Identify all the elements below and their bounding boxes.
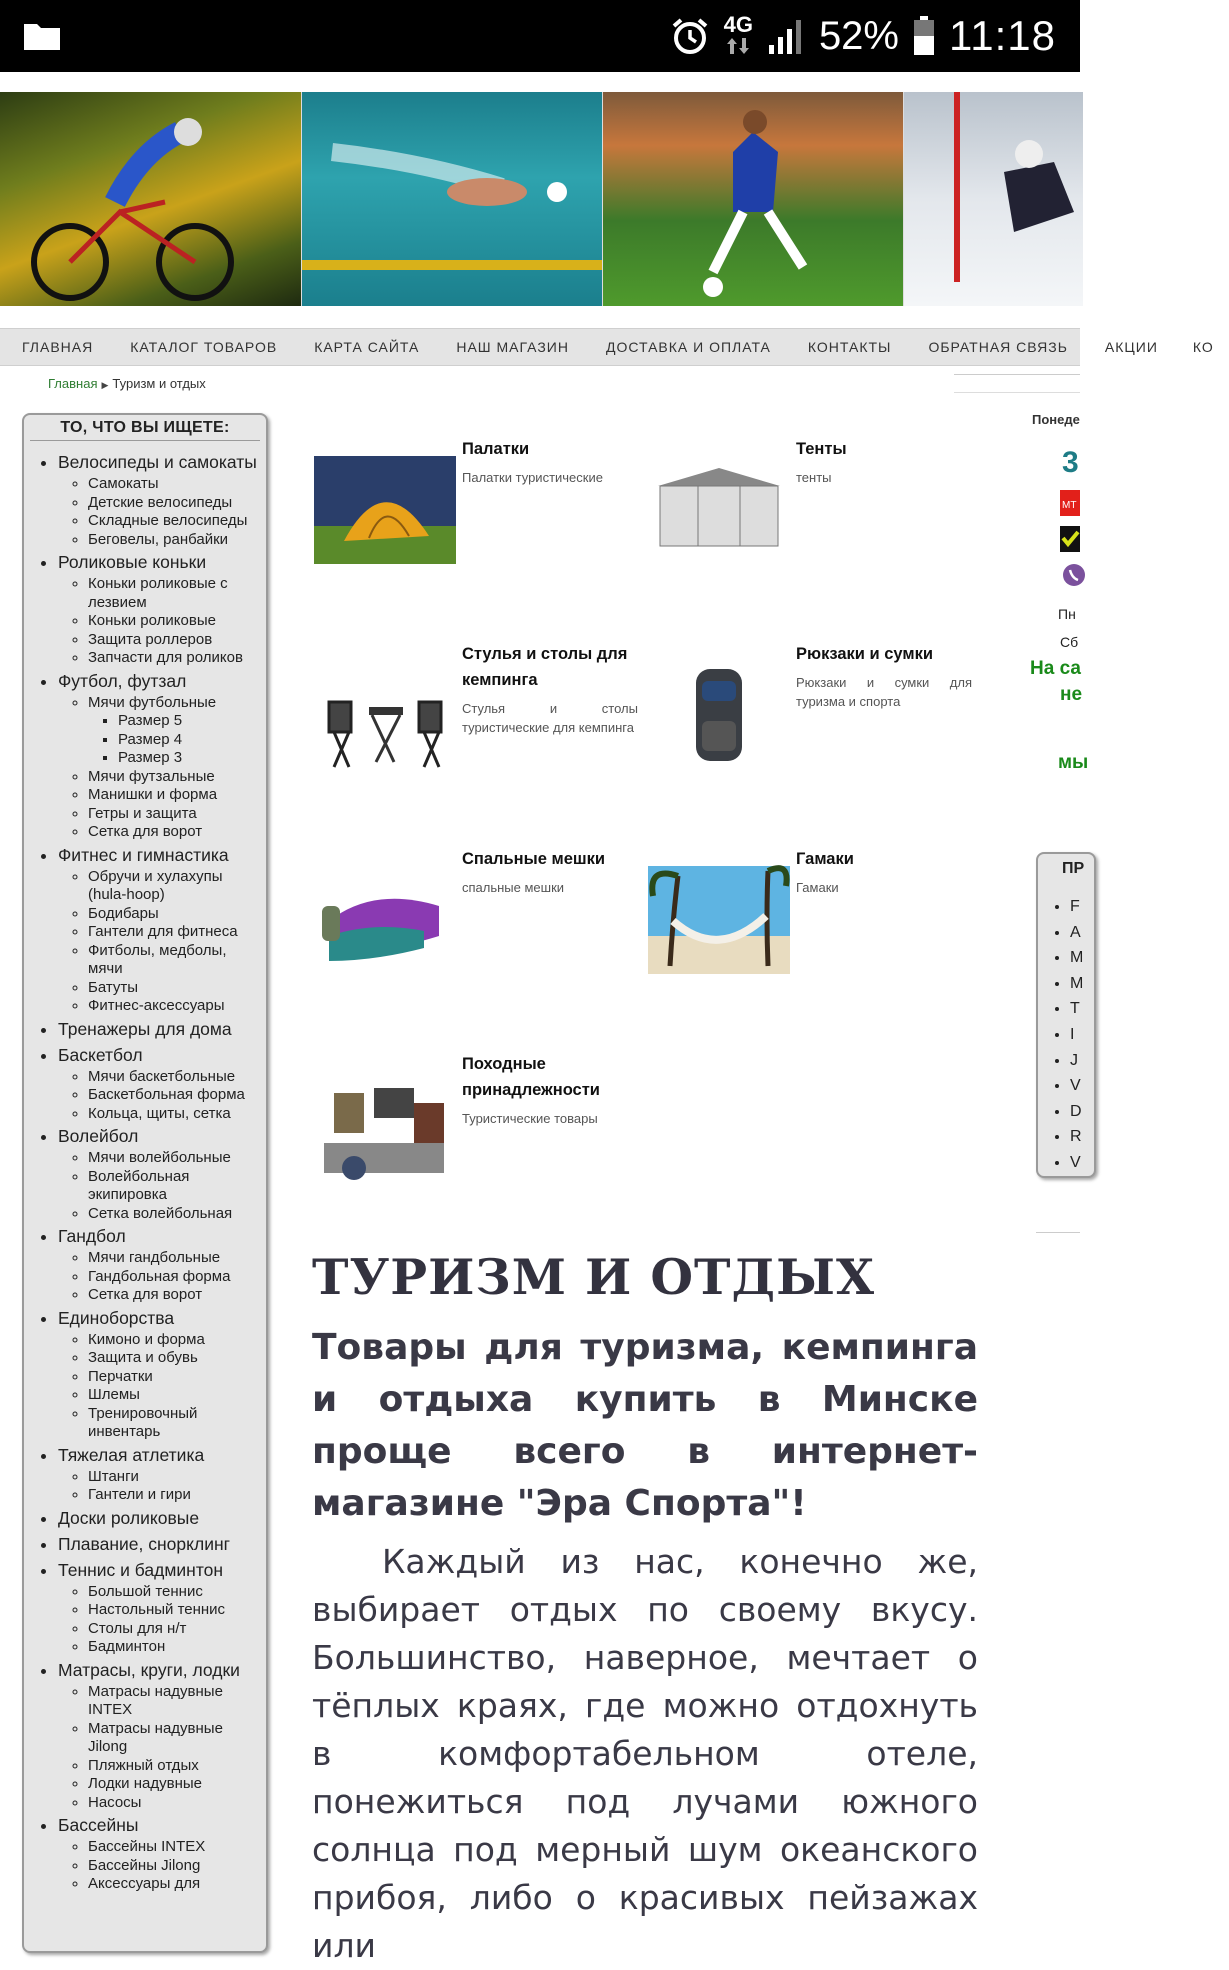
- category-list: [24, 441, 266, 1894]
- subcategory-item[interactable]: ◦ Волейбольная экипировка: [88, 1168, 260, 1205]
- banner-cycling-image: [0, 92, 301, 306]
- signal-icon: [767, 17, 805, 55]
- subcategory-item[interactable]: ◦ Мячи футбольные ▪ Размер 5 ▪ Размер 4 ▪ Размер 3: [88, 694, 260, 768]
- category-item[interactable]: • Матрасы, круги, лодки ◦ Матрасы надувные INTEX ◦ Матрасы надувные Jilong ◦ Пляжный отдых ◦ Лодки надувные ◦ Насосы: [58, 1657, 260, 1813]
- svg-text:МТ: МТ: [1062, 500, 1077, 511]
- viber-logo-icon: [1060, 562, 1080, 588]
- subcategory-item[interactable]: ◦ Мячи футзальные: [88, 768, 260, 787]
- subcategory-item[interactable]: ◦ Гантели и гири: [88, 1486, 260, 1505]
- category-item[interactable]: • Роликовые коньки ◦ Коньки роликовые с лезвием ◦ Коньки роликовые ◦ Защита роллеров ◦ Запчасти для роликов: [58, 549, 260, 668]
- breadcrumb-home[interactable]: Главная: [48, 376, 98, 391]
- category-sidebar: [22, 413, 268, 1953]
- product-title[interactable]: Палатки: [462, 440, 530, 458]
- category-item[interactable]: • Фитнес и гимнастика ◦ Обручи и хулахупы (hula-hoop) ◦ Бодибары ◦ Гантели для фитнеса ◦ Фитболы, медболы, мячи ◦ Батуты ◦ Фитнес-аксессуары: [58, 842, 260, 1016]
- category-item[interactable]: • Баскетбол ◦ Мячи баскетбольные ◦ Баскетбольная форма ◦ Кольца, щиты, сетка: [58, 1042, 260, 1124]
- status-bar: [0, 0, 1080, 72]
- subcategory-item[interactable]: ◦ Кимоно и форма: [88, 1331, 260, 1350]
- page-subtitle: Товары для туризма, кемпинга и отдыха купить в Минске проще всего в интернет-магазине "Эра Спорта"!: [312, 1327, 978, 1524]
- right-divider: [954, 392, 1080, 393]
- category-item[interactable]: • Футбол, футзал ◦ Мячи футбольные ▪ Размер 5 ▪ Размер 4 ▪ Размер 3 ◦ Мячи футзальные ◦ Манишки и форма ◦ Гетры и защита ◦ Сетка для ворот: [58, 668, 260, 842]
- subcategory-item[interactable]: ◦ Бассейны Jilong: [88, 1857, 260, 1876]
- subcategory-item[interactable]: ◦ Манишки и форма: [88, 786, 260, 805]
- product-desc: спальные мешки: [462, 880, 565, 895]
- subcategory-item[interactable]: ◦ Большой теннис: [88, 1583, 260, 1602]
- subcategory-item[interactable]: ◦ Баскетбольная форма: [88, 1086, 260, 1105]
- nav-our-store[interactable]: НАШ МАГАЗИН: [456, 339, 569, 355]
- nav-sitemap[interactable]: КАРТА САЙТА: [314, 339, 420, 355]
- product-desc: тенты: [796, 470, 832, 485]
- subcategory-item[interactable]: ◦ Беговелы, ранбайки: [88, 531, 260, 550]
- hammock-image: [648, 866, 790, 974]
- product-title[interactable]: Рюкзаки и сумки: [796, 645, 933, 663]
- product-desc: Стулья и столы туристические для кемпинга: [462, 701, 638, 735]
- working-hours-label: Понеде: [1032, 412, 1080, 427]
- brand-item[interactable]: • F: [1070, 894, 1083, 920]
- subcategory-item[interactable]: ◦ Фитнес-аксессуары: [88, 997, 260, 1016]
- product-card-hammocks[interactable]: [648, 846, 978, 996]
- product-desc: Гамаки: [796, 880, 839, 895]
- subcategory-item[interactable]: ◦ Складные велосипеды: [88, 512, 260, 531]
- banner-football-image: [602, 92, 903, 306]
- product-card-camping-gear[interactable]: [314, 1051, 644, 1201]
- subcategory-item[interactable]: ◦ Настольный теннис: [88, 1601, 260, 1620]
- page-title: ТУРИЗМ И ОТДЫХ: [312, 1248, 875, 1306]
- battery-icon: [913, 16, 935, 56]
- category-item[interactable]: • Бассейны ◦ Бассейны INTEX ◦ Бассейны Jilong ◦ Аксессуары для: [58, 1812, 260, 1894]
- subcategory-item[interactable]: ◦ Самокаты: [88, 475, 260, 494]
- subcategory-item[interactable]: ◦ Мячи волейбольные: [88, 1149, 260, 1168]
- subcategory-item[interactable]: ◦ Гандбольная форма: [88, 1268, 260, 1287]
- breadcrumb-arrow-icon: ▶: [101, 380, 109, 390]
- subcategory-item[interactable]: ◦ Фитболы, медболы, мячи: [88, 942, 260, 979]
- product-title[interactable]: Гамаки: [796, 850, 854, 868]
- subcategory-item[interactable]: ◦ Шлемы: [88, 1386, 260, 1405]
- nav-home[interactable]: ГЛАВНАЯ: [22, 339, 94, 355]
- main-nav: [0, 328, 1214, 366]
- alarm-icon: [670, 16, 710, 56]
- subcategory-item[interactable]: ◦ Тренировочный инвентарь: [88, 1405, 260, 1442]
- category-item[interactable]: • Тренажеры для дома: [58, 1016, 260, 1042]
- phone-number[interactable]: 3: [1062, 446, 1079, 479]
- subcategory-item[interactable]: ◦ Сетка волейбольная: [88, 1205, 260, 1224]
- size-item[interactable]: ▪ Размер 4: [118, 731, 260, 750]
- brand-item[interactable]: • R: [1070, 1124, 1083, 1150]
- brand-item[interactable]: • A: [1070, 920, 1083, 946]
- subcategory-item[interactable]: ◦ Запчасти для роликов: [88, 649, 260, 668]
- subcategory-item[interactable]: ◦ Сетка для ворот: [88, 823, 260, 842]
- brand-item[interactable]: • I: [1070, 1022, 1083, 1048]
- subcategory-item[interactable]: ◦ Штанги: [88, 1468, 260, 1487]
- nav-more[interactable]: КО: [1181, 328, 1229, 366]
- category-item[interactable]: • Тяжелая атлетика ◦ Штанги ◦ Гантели и гири: [58, 1442, 260, 1505]
- green-notice: На са не: [1030, 658, 1083, 705]
- subcategory-item[interactable]: ◦ Гетры и защита: [88, 805, 260, 824]
- clock: 11:18: [949, 12, 1056, 59]
- brand-item[interactable]: • V: [1070, 1150, 1083, 1176]
- subcategory-item[interactable]: ◦ Столы для н/т: [88, 1620, 260, 1639]
- subcategory-item[interactable]: ◦ Защита и обувь: [88, 1349, 260, 1368]
- category-item[interactable]: • Гандбол ◦ Мячи гандбольные ◦ Гандбольная форма ◦ Сетка для ворот: [58, 1223, 260, 1305]
- brand-item[interactable]: • M: [1070, 971, 1083, 997]
- battery-percent: 52%: [818, 13, 899, 58]
- green-notice-2: мы: [1058, 752, 1089, 773]
- product-card-tents[interactable]: [314, 436, 644, 586]
- size-item[interactable]: ▪ Размер 3: [118, 749, 260, 768]
- subcategory-item[interactable]: ◦ Насосы: [88, 1794, 260, 1813]
- banner-skiing-image: [903, 92, 1083, 306]
- camping-chairs-image: [314, 667, 456, 775]
- product-desc: Рюкзаки и сумки для туризма и спорта: [796, 675, 972, 709]
- subcategory-item[interactable]: ◦ Сетка для ворот: [88, 1286, 260, 1305]
- intro-paragraph: Каждый из нас, конечно же, выбирает отдых по своему вкусу. Большинство, наверное, мечтает о тёплых краях, где можно отдохнуть в комфортабельном отеле, понежиться под лучами южного солнца под мерный шум океанского прибоя, либо о красивых пейзажах или: [312, 1542, 978, 1965]
- breadcrumb-current: Туризм и отдых: [112, 376, 206, 391]
- nav-delivery[interactable]: ДОСТАВКА И ОПЛАТА: [605, 339, 771, 355]
- subcategory-item[interactable]: ◦ Защита роллеров: [88, 631, 260, 650]
- subcategory-item[interactable]: ◦ Пляжный отдых: [88, 1757, 260, 1776]
- subcategory-item[interactable]: ◦ Батуты: [88, 979, 260, 998]
- awning-image: [648, 456, 790, 564]
- breadcrumb: [48, 376, 206, 391]
- data-arrows-icon: [726, 38, 750, 54]
- brands-sidebar: [1036, 852, 1096, 1178]
- sidebar-title: ТО, ЧТО ВЫ ИЩЕТЕ:: [30, 415, 260, 441]
- subcategory-item[interactable]: ◦ Мячи баскетбольные: [88, 1068, 260, 1087]
- brand-item[interactable]: • D: [1070, 1099, 1083, 1125]
- subcategory-item[interactable]: ◦ Мячи гандбольные: [88, 1249, 260, 1268]
- nav-catalog[interactable]: КАТАЛОГ ТОВАРОВ: [130, 339, 278, 355]
- subcategory-item[interactable]: ◦ Лодки надувные: [88, 1775, 260, 1794]
- network-type: 4G: [724, 14, 753, 58]
- subcategory-item[interactable]: ◦ Гантели для фитнеса: [88, 923, 260, 942]
- schedule-mon: Пн: [1058, 606, 1076, 622]
- subcategory-item[interactable]: ◦ Кольца, щиты, сетка: [88, 1105, 260, 1124]
- velcom-logo-icon: [1060, 526, 1080, 552]
- brand-item[interactable]: • J: [1070, 1048, 1083, 1074]
- product-title[interactable]: Спальные мешки: [462, 850, 606, 868]
- right-divider: [954, 374, 1080, 375]
- nav-feedback[interactable]: ОБРАТНАЯ СВЯЗЬ: [928, 339, 1068, 355]
- subcategory-item[interactable]: ◦ Коньки роликовые с лезвием: [88, 575, 260, 612]
- category-item[interactable]: • Велосипеды и самокаты ◦ Самокаты ◦ Детские велосипеды ◦ Складные велосипеды ◦ Беговелы, ранбайки: [58, 449, 260, 549]
- category-item[interactable]: • Доски роликовые: [58, 1505, 260, 1531]
- category-item[interactable]: • Теннис и бадминтон ◦ Большой теннис ◦ Настольный теннис ◦ Столы для н/т ◦ Бадминтон: [58, 1557, 260, 1657]
- brand-item[interactable]: • V: [1070, 1073, 1083, 1099]
- product-title[interactable]: Стулья и столы для кемпинга: [462, 645, 628, 689]
- product-title[interactable]: Тенты: [796, 440, 847, 458]
- category-item[interactable]: • Волейбол ◦ Мячи волейбольные ◦ Волейбольная экипировка ◦ Сетка волейбольная: [58, 1123, 260, 1223]
- nav-promotions[interactable]: АКЦИИ: [1104, 339, 1158, 355]
- product-card-backpacks[interactable]: [648, 641, 978, 791]
- header-banner[interactable]: [0, 92, 1080, 306]
- mts-logo-icon: [1060, 490, 1080, 516]
- category-item[interactable]: • Плавание, снорклинг: [58, 1531, 260, 1557]
- product-card-awnings[interactable]: [648, 436, 978, 586]
- subcategory-item[interactable]: ◦ Детские велосипеды: [88, 494, 260, 513]
- schedule-sat: Сб: [1060, 634, 1079, 650]
- subcategory-item[interactable]: ◦ Матрасы надувные INTEX: [88, 1683, 260, 1720]
- product-desc: Палатки туристические: [462, 470, 603, 485]
- product-desc: Туристические товары: [462, 1111, 598, 1126]
- subcategory-item[interactable]: ◦ Перчатки: [88, 1368, 260, 1387]
- subcategory-item[interactable]: ◦ Обручи и хулахупы (hula-hoop): [88, 868, 260, 905]
- brand-item[interactable]: • T: [1070, 996, 1083, 1022]
- right-divider: [1036, 1232, 1080, 1233]
- subcategory-item[interactable]: ◦ Бассейны INTEX: [88, 1838, 260, 1857]
- size-item[interactable]: ▪ Размер 5: [118, 712, 260, 731]
- folder-icon: [22, 20, 62, 52]
- nav-contacts[interactable]: КОНТАКТЫ: [807, 339, 892, 355]
- product-card-sleeping-bags[interactable]: [314, 846, 644, 996]
- camping-gear-image: [314, 1065, 456, 1189]
- subcategory-item[interactable]: ◦ Коньки роликовые: [88, 612, 260, 631]
- subcategory-item[interactable]: ◦ Матрасы надувные Jilong: [88, 1720, 260, 1757]
- subcategory-item[interactable]: ◦ Бадминтон: [88, 1638, 260, 1657]
- sleeping-bag-image: [314, 866, 456, 974]
- product-card-camping-furniture[interactable]: [314, 641, 644, 791]
- brands-title: ПР: [1062, 860, 1085, 877]
- backpack-image: [648, 651, 790, 779]
- brand-item[interactable]: • M: [1070, 945, 1083, 971]
- category-item[interactable]: • Единоборства ◦ Кимоно и форма ◦ Защита и обувь ◦ Перчатки ◦ Шлемы ◦ Тренировочный инвентарь: [58, 1305, 260, 1442]
- product-title[interactable]: Походные принадлежности: [462, 1055, 600, 1099]
- tent-image: [314, 456, 456, 564]
- banner-swimming-image: [301, 92, 602, 306]
- brands-list: [1070, 894, 1083, 1176]
- subcategory-item[interactable]: ◦ Бодибары: [88, 905, 260, 924]
- subcategory-item[interactable]: ◦ Аксессуары для: [88, 1875, 260, 1894]
